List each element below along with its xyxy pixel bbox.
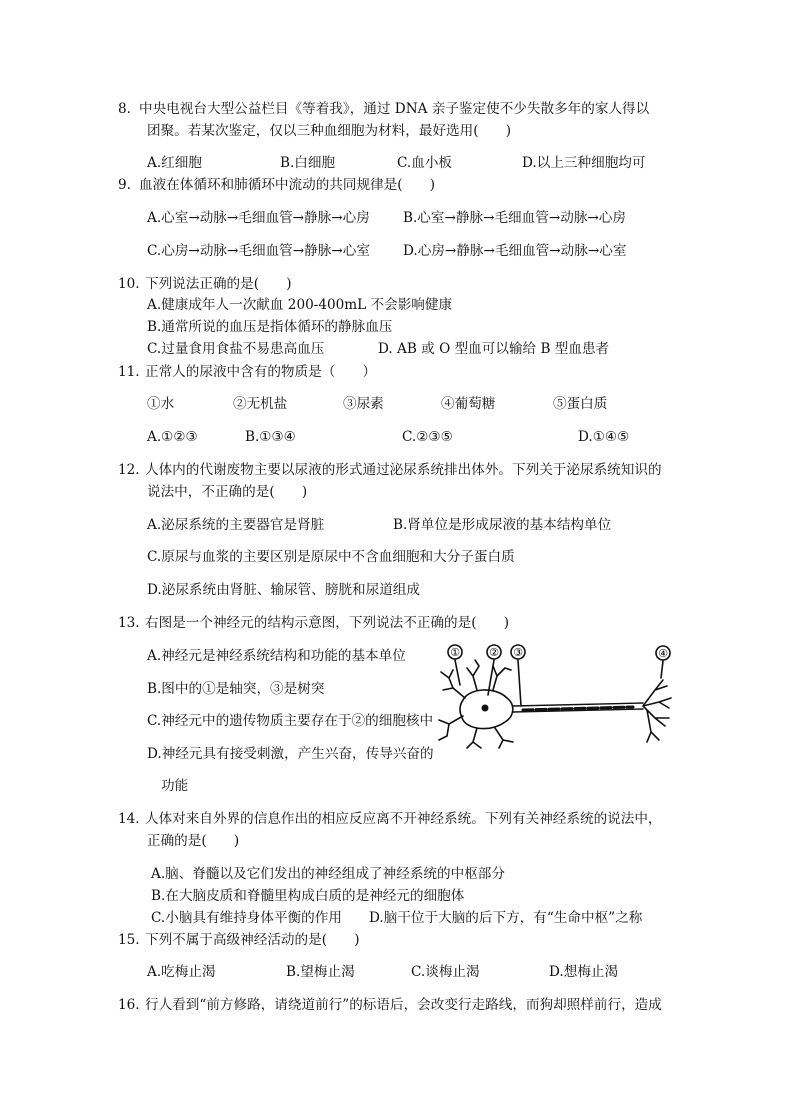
question-11-item-2: ②无机盐 (233, 396, 288, 412)
question-9-option-d: D.心房→静脉→毛细血管→动脉→心室 (403, 243, 627, 259)
question-14-stem-line1: 人体对来自外界的信息作出的相应反应离不开神经系统。下列有关神经系统的说法中， (145, 811, 662, 827)
question-12-stem-line1: 人体内的代谢废物主要以尿液的形式通过泌尿系统排出体外。下列关于泌尿系统知识的 (145, 462, 662, 478)
question-11-option-a: A.①②③ (147, 429, 198, 445)
question-8-option-c: C.血小板 (397, 155, 453, 171)
question-13-option-d: D.神经元具有接受刺激，产生兴奋，传导兴奋的 (147, 746, 434, 762)
question-8-stem-line1: 中央电视台大型公益栏目《等着我》，通过 DNA 亲子鉴定使不少失散多年的家人得以 (139, 101, 650, 117)
question-12-number: 12. (118, 462, 140, 478)
question-13-number: 13. (118, 615, 140, 631)
leader-line-4 (661, 661, 663, 678)
leader-line-3 (518, 660, 521, 706)
question-10-stem: 下列说法正确的是( ) (145, 276, 292, 292)
question-14-option-a: A.脑、脊髓以及它们发出的神经组成了神经系统的中枢部分 (151, 866, 505, 882)
figure-label-2: ② (489, 646, 499, 659)
question-9-option-a: A.心室→动脉→毛细血管→静脉→心房 (147, 210, 370, 226)
question-14-number: 14. (118, 811, 140, 827)
question-9-option-c: C.心房→动脉→毛细血管→静脉→心室 (147, 243, 370, 259)
question-8-option-a: A.红细胞 (147, 155, 202, 171)
leader-line-1 (455, 660, 460, 685)
dendrite-3 (493, 666, 511, 690)
question-12-option-b: B.肾单位是形成尿液的基本结构单位 (393, 517, 612, 533)
dendrite-2 (467, 660, 479, 690)
question-10-option-d: D. AB 或 O 型血可以输给 B 型血患者 (378, 341, 610, 357)
question-10-option-b: B.通常所说的血压是指体循环的静脉血压 (147, 319, 393, 335)
question-9-option-b: B.心室→静脉→毛细血管→动脉→心房 (403, 210, 626, 226)
neuron-diagram (433, 640, 678, 750)
question-8-option-b: B.白细胞 (280, 155, 336, 171)
question-11-option-d: D.①④⑤ (578, 429, 630, 445)
question-11-item-1: ①水 (147, 396, 175, 412)
question-15-stem: 下列不属于高级神经活动的是( ) (145, 932, 360, 948)
question-10-option-c: C.过量食用食盐不易患高血压 (147, 341, 325, 357)
question-15-option-c: C.谈梅止渴 (411, 964, 480, 980)
question-11-stem: 正常人的尿液中含有的物质是（ ） (145, 364, 377, 380)
question-16-stem-line1: 行人看到“前方修路，请绕道前行”的标语后，会改变行走路线，而狗却照样前行，造成 (145, 997, 662, 1013)
nucleus (482, 705, 489, 712)
question-13-option-a: A.神经元是神经系统结构和功能的基本单位 (147, 648, 406, 664)
question-11-item-3: ③尿素 (343, 396, 384, 412)
question-12-option-c: C.原尿与血浆的主要区别是原尿中不含血细胞和大分子蛋白质 (147, 549, 515, 565)
question-11-number: 11. (118, 364, 140, 380)
question-15-option-d: D.想梅止渴 (549, 964, 619, 980)
question-10-option-a: A.健康成年人一次献血 200-400mL 不会影响健康 (147, 297, 453, 313)
question-14-option-c: C.小脑具有维持身体平衡的作用 (151, 910, 342, 926)
question-15-option-a: A.吃梅止渴 (147, 964, 216, 980)
question-13-option-c: C.神经元中的遗传物质主要存在于②的细胞核中 (147, 713, 434, 729)
dendrite-1 (441, 670, 465, 698)
question-16-number: 16. (118, 997, 140, 1013)
question-9-stem: 血液在体循环和肺循环中流动的共同规律是( ) (139, 177, 436, 193)
question-15-number: 15. (118, 932, 140, 948)
question-12-option-d: D.泌尿系统由肾脏、输尿管、膀胱和尿道组成 (147, 582, 421, 598)
question-15-option-b: B.望梅止渴 (286, 964, 355, 980)
question-13-option-b: B.图中的①是轴突，③是树突 (147, 681, 325, 697)
question-13-option-d-cont: 功能 (161, 778, 189, 794)
axon-terminals (643, 680, 671, 742)
figure-label-4: ④ (658, 647, 668, 660)
question-11-item-4: ④葡萄糖 (441, 396, 496, 412)
question-14-option-d: D.脑干位于大脑的后下方，有“生命中枢”之称 (369, 910, 643, 926)
dendrite-4 (439, 716, 463, 740)
question-8-stem-line2: 团聚。若某次鉴定，仅以三种血细胞为材料，最好选用( ) (147, 123, 512, 139)
question-11-option-b: B.①③④ (245, 429, 296, 445)
dendrite-5 (467, 728, 481, 748)
question-13-stem: 右图是一个神经元的结构示意图，下列说法不正确的是( ) (145, 615, 510, 631)
question-14-option-b: B.在大脑皮质和脊髓里构成白质的是神经元的细胞体 (151, 888, 465, 904)
question-12-stem-line2: 说法中，不正确的是( ) (147, 484, 308, 500)
question-12-option-a: A.泌尿系统的主要器官是肾脏 (147, 517, 325, 533)
question-8-number: 8. (118, 101, 131, 117)
question-9-number: 9. (118, 177, 131, 193)
figure-label-3: ③ (513, 646, 523, 659)
question-8-option-d: D.以上三种细胞均可 (522, 155, 646, 171)
axon-top (513, 703, 643, 706)
question-11-item-5: ⑤蛋白质 (553, 396, 608, 412)
question-10-number: 10. (118, 276, 140, 292)
dendrite-6 (495, 728, 513, 748)
question-14-stem-line2: 正确的是( ) (147, 833, 240, 849)
figure-label-1: ① (450, 646, 460, 659)
question-11-option-c: C.②③⑤ (402, 429, 453, 445)
